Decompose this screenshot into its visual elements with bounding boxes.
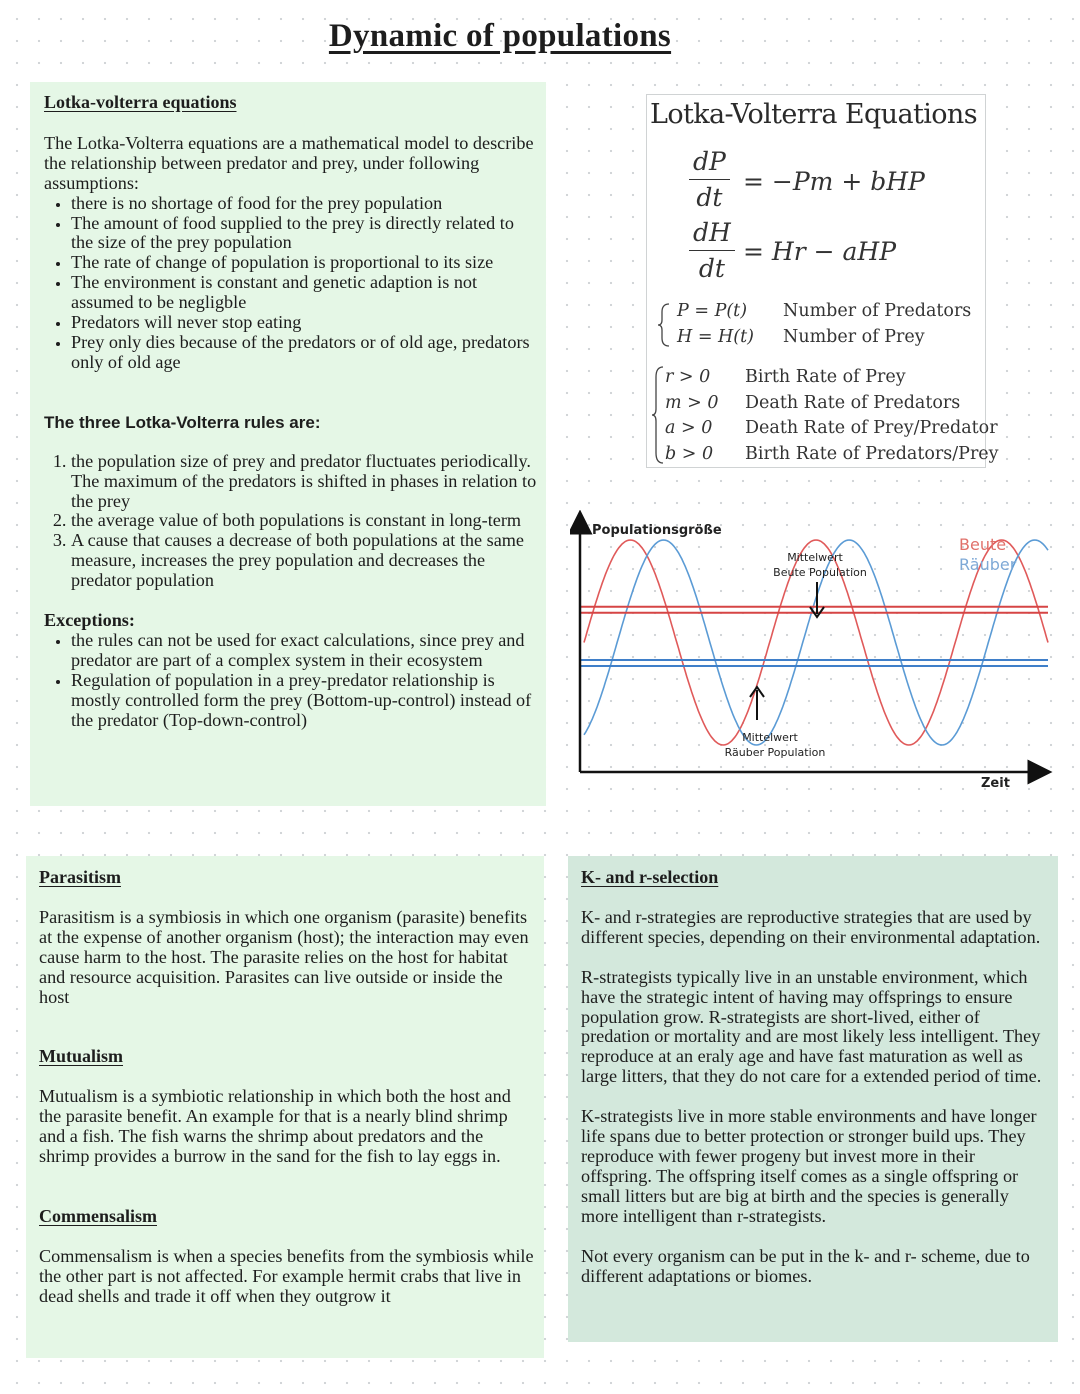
list-item: • Prey only dies because of the predators or of old age, predators only of old age — [71, 333, 538, 373]
mutualism-text: Mutualism is a symbiotic relationship in which both the host and the parasite benefit. An example for that is a nearly blind shrimp and a fish. The fish warns the shrimp about predators and the shrimp provides a burrow in the sand for the fish to lay eggs in. — [39, 1086, 511, 1167]
eq1-fraction — [689, 147, 730, 212]
symbiosis-section — [26, 856, 544, 1358]
var-predators-symbol: P = P(t) — [677, 301, 748, 321]
page-title: Dynamic of populations — [328, 18, 672, 54]
eq1-denominator: dt — [696, 183, 723, 212]
eq2-denominator: dt — [698, 254, 725, 283]
exceptions-heading: Exceptions: — [44, 610, 135, 631]
annotation-bottom-line2: Räuber Population — [724, 746, 826, 759]
eq2-fraction — [689, 218, 735, 283]
rules-list — [44, 452, 538, 591]
annotation-top-line2: Beute Population — [773, 566, 867, 579]
params-brace — [651, 365, 665, 465]
selection-p1: K- and r-strategies are reproductive strategies that are used by different species, depending on their environmental adaptation. — [581, 906, 1041, 947]
exceptions-list — [44, 631, 538, 731]
param-b-symbol: b > 0 — [665, 444, 714, 464]
selection-p2: R-strategists typically live in an unstable environment, which have the strategic intent of having may offsprings to ensure population grow. R-strategists are short-lived, either of predation or mortality and are most likely less intelligent. They reproduce at an eraly age and have fast maturation as well as large litters, that they do not care for a extended period of time. — [581, 966, 1042, 1087]
list-item: 3. A cause that causes a decrease of both populations at the same measure, increases the prey population and decreases the predator population — [71, 531, 538, 591]
vars-brace — [657, 302, 671, 348]
assumptions-list — [44, 194, 538, 373]
var-predators-desc: Number of Predators — [783, 301, 972, 321]
population-chart-svg — [570, 510, 1060, 800]
param-m-desc: Death Rate of Predators — [745, 393, 961, 413]
commensalism-text: Commensalism is when a species benefits from the symbiosis while the other part is not affected. For example hermit crabs that live in dead shells and trade it off when they outgrow it — [39, 1245, 534, 1306]
annotation-bottom-line1: Mittelwert — [742, 731, 798, 744]
list-item: • Regulation of population in a prey-predator relationship is mostly controlled form the prey (Bottom-up-control) instead of the predator (Top-down-control) — [71, 671, 538, 731]
param-b-desc: Birth Rate of Predators/Prey — [745, 444, 999, 464]
selection-p4: Not every organism can be put in the k- and r- scheme, due to different adaptations or biomes. — [581, 1245, 1030, 1286]
param-m-symbol: m > 0 — [665, 393, 719, 413]
parasitism-text: Parasitism is a symbiosis in which one organism (parasite) benefits at the expense of another organism (host); the interaction may even cause harm to the host. The parasite relies on the host for habitat and resource acquisition. Parasites can live outside or inside the host — [39, 906, 529, 1007]
list-item: • there is no shortage of food for the prey population — [71, 194, 538, 214]
annotation-top-line1: Mittelwert — [787, 551, 843, 564]
rules-heading: The three Lotka-Volterra rules are: — [44, 412, 321, 432]
legend-raeuber: Räuber — [959, 555, 1017, 574]
list-item: • the rules can not be used for exact calculations, since prey and predator are part of a complex system in their ecosystem — [71, 631, 538, 671]
param-a-desc: Death Rate of Prey/Predator — [745, 418, 998, 438]
list-item: • Predators will never stop eating — [71, 313, 538, 333]
eq1-numerator: dP — [693, 147, 726, 176]
list-item: • The environment is constant and genetic adaption is not assumed to be negligble — [71, 273, 538, 313]
commensalism-heading: Commensalism — [39, 1205, 157, 1226]
y-axis-label: Populationsgröße — [592, 523, 722, 538]
lotka-volterra-section — [30, 82, 546, 806]
equations-panel — [646, 94, 999, 468]
selection-p3: K-strategists live in more stable environments and have longer life spans due to better protection or stronger build ups. They reproduce with fewer progeny but invest more in their offspring. The offspring itself comes as a single offspring or small litters but are big at birth and the species is generally more intelligent than r-strategists. — [581, 1106, 1037, 1226]
param-a-symbol: a > 0 — [665, 418, 713, 438]
x-axis-label: Zeit — [981, 776, 1010, 791]
lotka-heading: Lotka-volterra equations — [44, 92, 237, 112]
list-item: 2. the average value of both populations is constant in long-term — [71, 511, 538, 531]
population-chart — [570, 510, 1060, 800]
list-item: • The amount of food supplied to the prey is directly related to the size of the prey population — [71, 214, 538, 254]
var-prey-desc: Number of Prey — [783, 327, 925, 347]
legend-beute: Beute — [959, 535, 1007, 554]
list-item: • The rate of change of population is proportional to its size — [71, 253, 538, 273]
list-item: 1. the population size of prey and predator fluctuates periodically. The maximum of the predators is shifted in phases in relation to the prey — [71, 452, 538, 512]
param-r-desc: Birth Rate of Prey — [745, 367, 906, 387]
parasitism-heading: Parasitism — [39, 867, 121, 887]
lotka-intro: The Lotka-Volterra equations are a mathematical model to describe the relationship between predator and prey, under following assumptions: — [44, 132, 534, 193]
selection-section — [568, 856, 1058, 1342]
selection-heading: K- and r-selection — [581, 867, 719, 887]
eq2-numerator: dH — [693, 218, 731, 247]
eq1-rhs: = −Pm + bHP — [743, 167, 925, 196]
mutualism-heading: Mutualism — [39, 1046, 124, 1067]
eq2-rhs: = Hr − aHP — [743, 237, 897, 266]
equations-title: Lotka-Volterra Equations — [650, 99, 977, 130]
var-prey-symbol: H = H(t) — [677, 327, 754, 347]
param-r-symbol: r > 0 — [665, 367, 711, 387]
